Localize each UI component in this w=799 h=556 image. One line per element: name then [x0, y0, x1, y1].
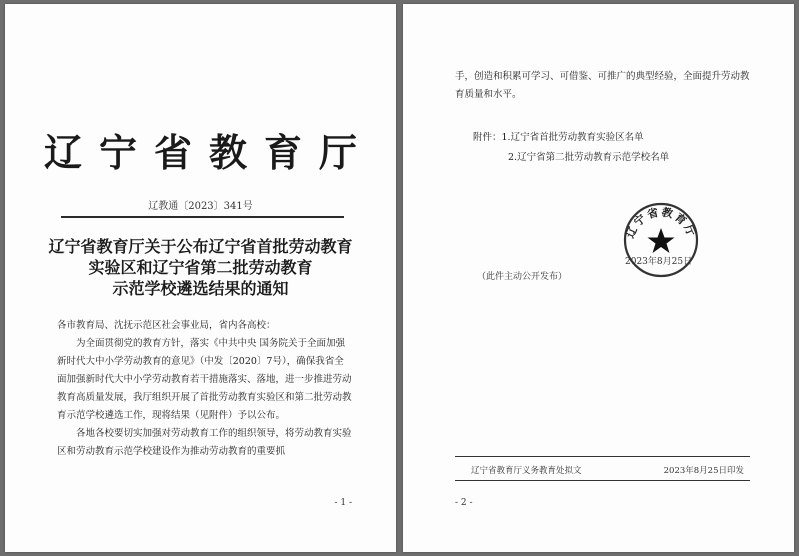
notice-title: [45, 236, 356, 299]
body-paragraph: 各地各校要切实加强对劳动教育工作的组织领导，将劳动教育实验区和劳动教育示范学校建设作为推动劳动教育的重要抓: [57, 428, 352, 457]
attachment-label: 附件：: [473, 132, 502, 143]
body-paragraph: 为全面贯彻党的教育方针，落实《中共中央 国务院关于全面加强新时代大中小学劳动教育的意见》（中发〔2020〕7号），确保我省全面加强新时代大中小学劳动教育若干措施落实、落地，进一步推进劳动教育高质量发展，我厅组织开展了首批劳动教育实验区和第二批劳动教育示范学校遴选工作，现将结果（见附件）予以公布。: [57, 338, 352, 421]
attachment-item: 1.辽宁省首批劳动教育实验区名单: [501, 132, 644, 143]
attachments-list: [473, 128, 669, 168]
issuing-office-title: 辽宁省教育厅: [43, 130, 374, 175]
footer-issuer: 辽宁省教育厅义务教育处拟文: [471, 466, 582, 476]
header-divider: [61, 216, 344, 218]
document-number: 辽教通〔2023〕341号: [148, 201, 253, 212]
official-seal: [621, 200, 701, 280]
document-page-1: [5, 4, 396, 552]
document-page-2: [403, 4, 794, 552]
notice-body-continued: [455, 68, 750, 104]
notice-title-line: 实验区和辽宁省第二批劳动教育: [88, 258, 313, 277]
notice-body: [57, 317, 352, 461]
page-number: - 1 -: [334, 498, 352, 508]
footer-rule: [455, 480, 750, 481]
seal-date: 2023年8月25日: [625, 257, 693, 267]
notice-title-line: 示范学校遴选结果的通知: [112, 279, 289, 298]
salutation: 各市教育局、沈抚示范区社会事业局，省内各高校：: [57, 320, 276, 331]
public-release-note: （此件主动公开发布）: [477, 272, 568, 282]
footer-print-date: 2023年8月25日印发: [663, 466, 744, 476]
body-paragraph: 手，创造和积累可学习、可借鉴、可推广的典型经验，全面提升劳动教育质量和水平。: [455, 71, 750, 100]
notice-title-line: 辽宁省教育厅关于公布辽宁省首批劳动教育: [48, 237, 353, 256]
seal-text: 辽宁省教育厅: [623, 205, 699, 241]
page-number: - 2 -: [455, 498, 473, 508]
attachment-item: 2.辽宁省第二批劳动教育示范学校名单: [508, 152, 670, 163]
footer-rule: [455, 456, 750, 457]
